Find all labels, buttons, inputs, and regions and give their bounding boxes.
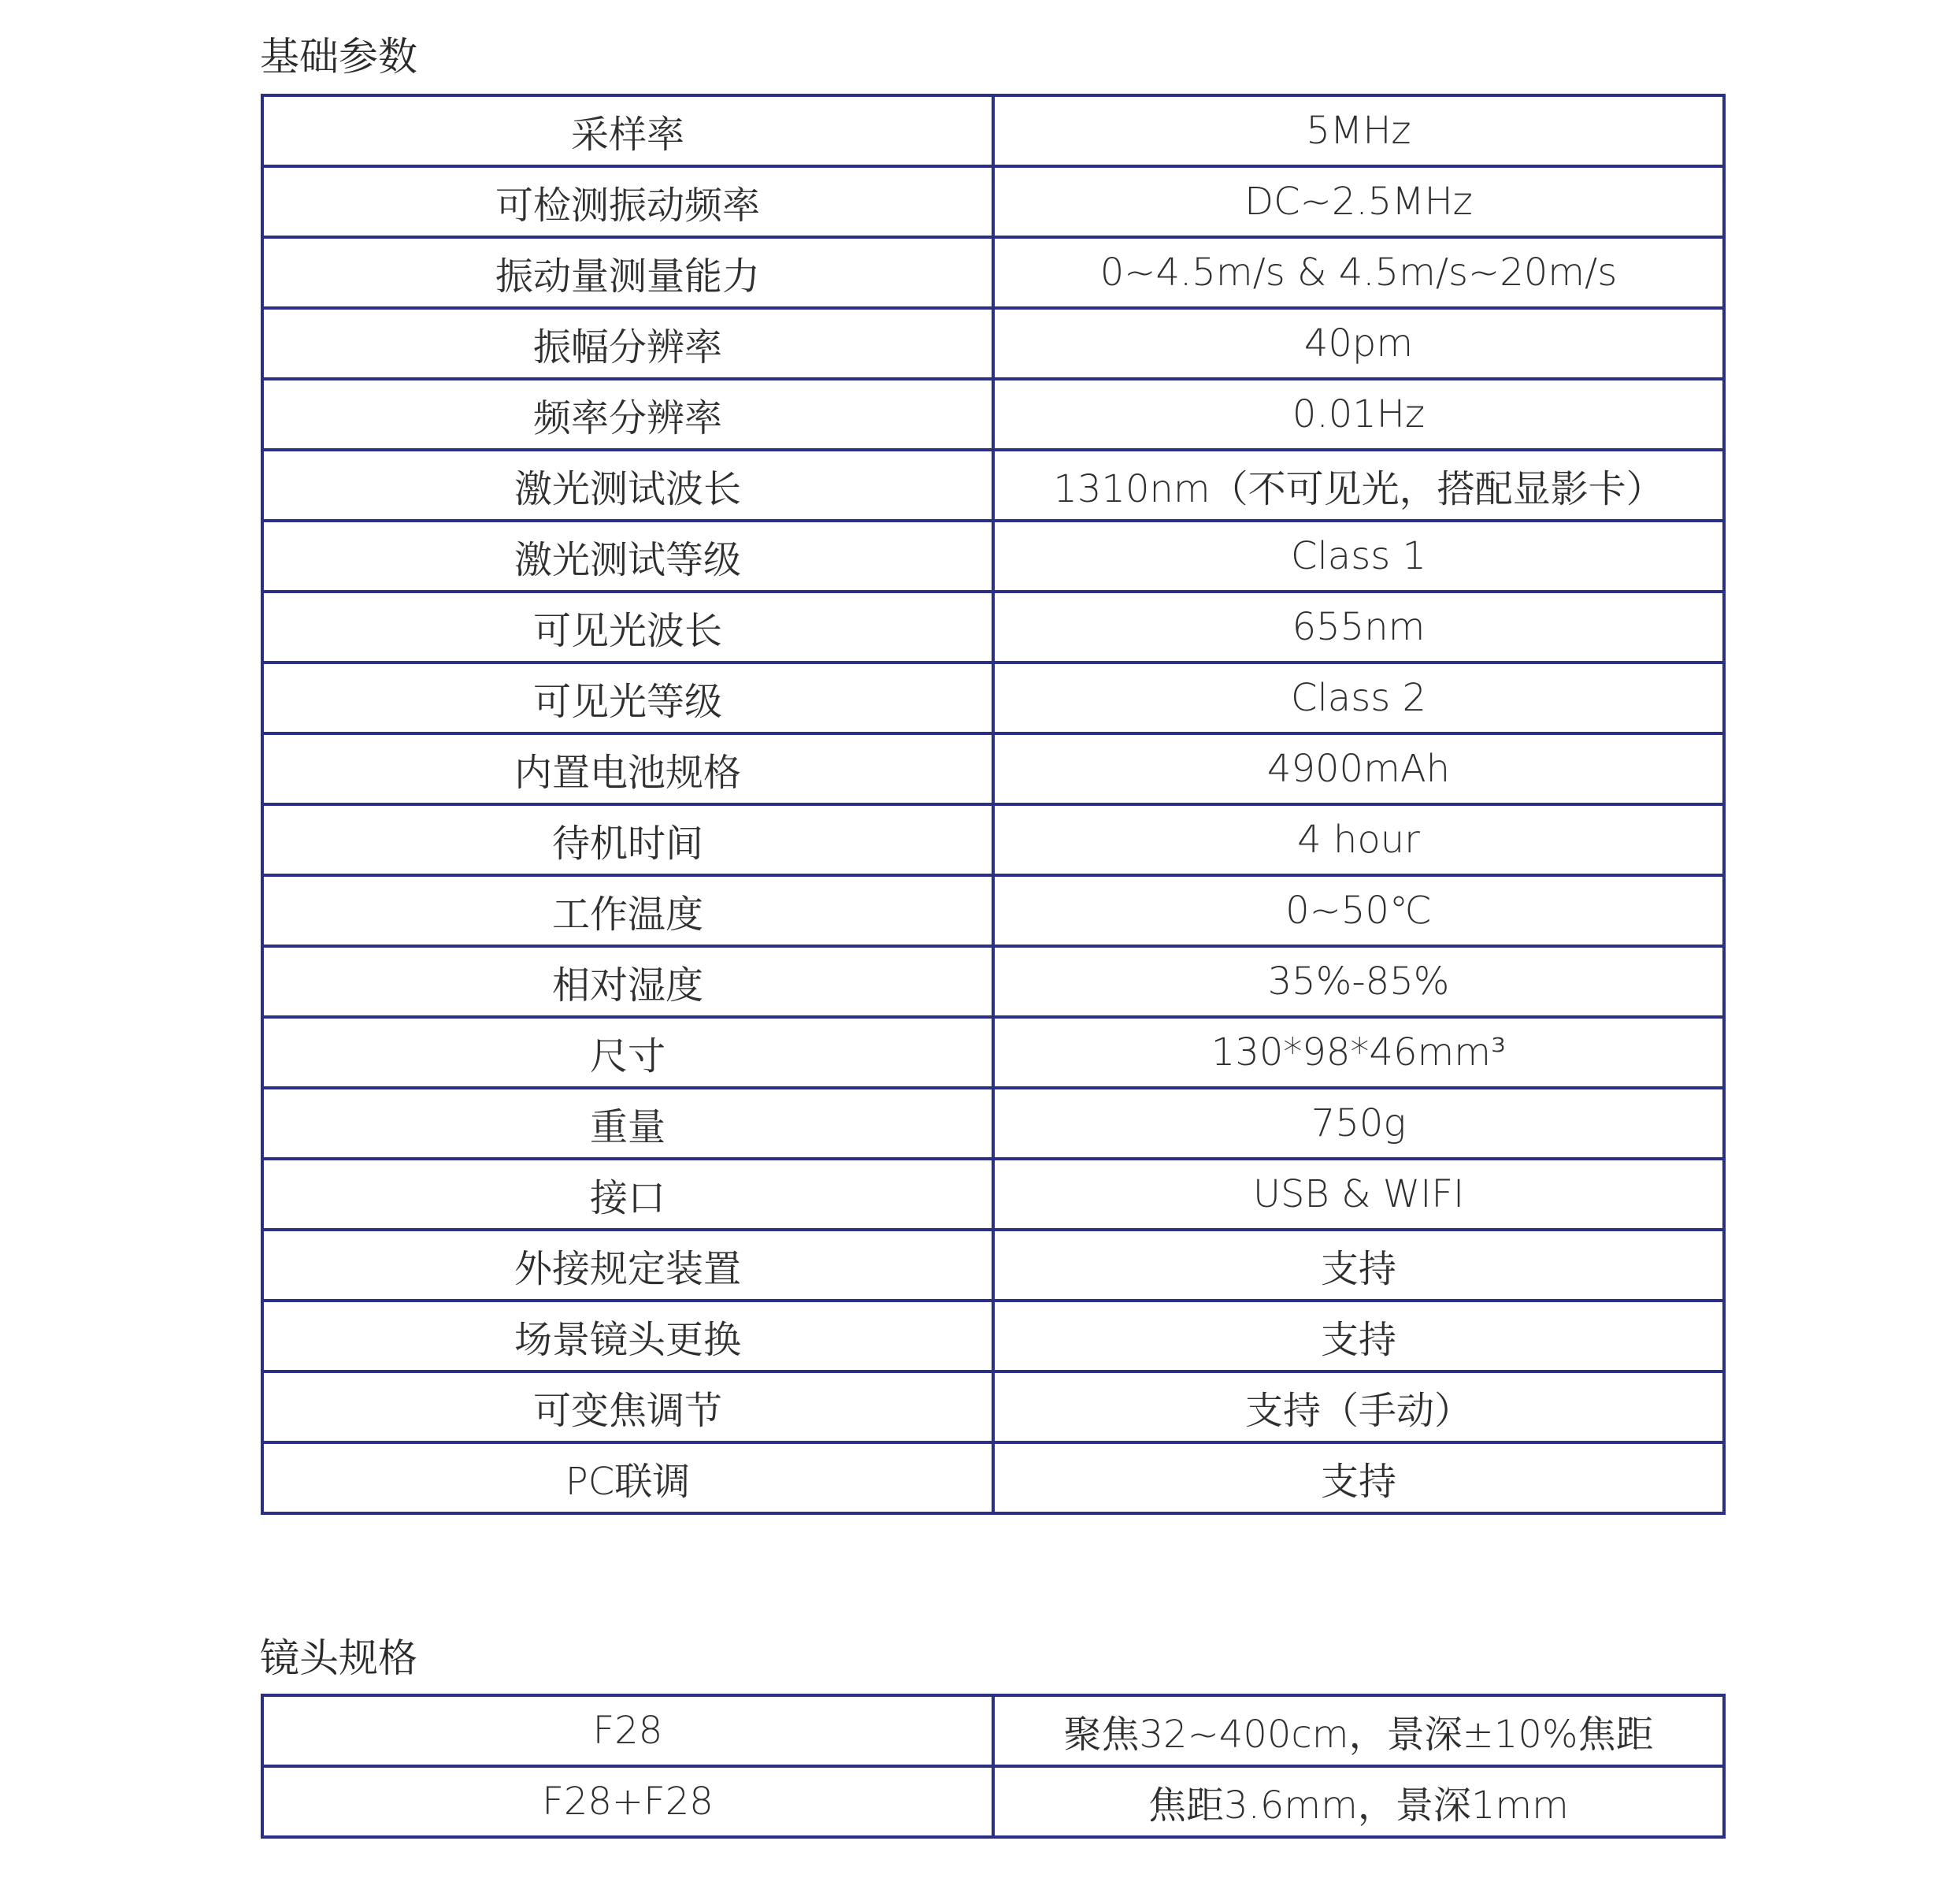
lens-value: 焦距3.6mm，景深1mm — [993, 1766, 1724, 1837]
param-label: 可变焦调节 — [262, 1371, 993, 1442]
param-label: 采样率 — [262, 95, 993, 166]
param-label: 激光测试等级 — [262, 521, 993, 592]
param-label: 振动量测量能力 — [262, 237, 993, 308]
param-value: Class 1 — [993, 521, 1724, 592]
param-label: 待机时间 — [262, 804, 993, 875]
param-value: 支持 — [993, 1301, 1724, 1371]
param-value: 4 hour — [993, 804, 1724, 875]
param-label: 可检测振动频率 — [262, 166, 993, 237]
param-label: 重量 — [262, 1088, 993, 1159]
param-value: USB & WIFI — [993, 1159, 1724, 1230]
param-value: DC~2.5MHz — [993, 166, 1724, 237]
param-value: 5MHz — [993, 95, 1724, 166]
param-value: 4900mAh — [993, 733, 1724, 804]
table-row — [262, 1766, 1724, 1837]
param-label: 振幅分辨率 — [262, 308, 993, 379]
param-label: 可见光等级 — [262, 663, 993, 733]
table-row — [262, 1088, 1724, 1159]
param-label: 尺寸 — [262, 1017, 993, 1088]
param-label: 外接规定装置 — [262, 1230, 993, 1301]
table-row — [262, 733, 1724, 804]
param-value: 0~4.5m/s & 4.5m/s~20m/s — [993, 237, 1724, 308]
section-title-basic: 基础参数 — [260, 34, 417, 80]
table-row — [262, 379, 1724, 450]
lens-specs-table — [261, 1694, 1726, 1839]
table-row — [262, 804, 1724, 875]
table-row — [262, 237, 1724, 308]
table-row — [262, 450, 1724, 521]
param-value: Class 2 — [993, 663, 1724, 733]
table-row — [262, 95, 1724, 166]
param-value: 750g — [993, 1088, 1724, 1159]
table-row — [262, 1371, 1724, 1442]
table-row — [262, 166, 1724, 237]
param-label: PC联调 — [262, 1442, 993, 1513]
param-value: 0~50℃ — [993, 875, 1724, 946]
section-title-lens: 镜头规格 — [260, 1635, 417, 1681]
param-label: 频率分辨率 — [262, 379, 993, 450]
table-row — [262, 1695, 1724, 1766]
param-value: 支持（手动） — [993, 1371, 1724, 1442]
param-value: 40pm — [993, 308, 1724, 379]
param-value: 655nm — [993, 592, 1724, 663]
param-label: 激光测试波长 — [262, 450, 993, 521]
param-label: 场景镜头更换 — [262, 1301, 993, 1371]
param-label: 接口 — [262, 1159, 993, 1230]
table-row — [262, 663, 1724, 733]
param-value: 130*98*46mm³ — [993, 1017, 1724, 1088]
table-row — [262, 521, 1724, 592]
table-row — [262, 1159, 1724, 1230]
param-label: 工作温度 — [262, 875, 993, 946]
table-row — [262, 308, 1724, 379]
lens-value: 聚焦32~400cm，景深±10%焦距 — [993, 1695, 1724, 1766]
param-value: 支持 — [993, 1442, 1724, 1513]
param-value: 0.01Hz — [993, 379, 1724, 450]
param-label: 可见光波长 — [262, 592, 993, 663]
lens-label: F28 — [262, 1695, 993, 1766]
param-value: 1310nm（不可见光，搭配显影卡） — [993, 450, 1724, 521]
table-row — [262, 592, 1724, 663]
table-row — [262, 1301, 1724, 1371]
lens-label: F28+F28 — [262, 1766, 993, 1837]
table-row — [262, 875, 1724, 946]
param-label: 内置电池规格 — [262, 733, 993, 804]
basic-params-table — [261, 94, 1726, 1515]
table-row — [262, 1230, 1724, 1301]
table-row — [262, 1017, 1724, 1088]
param-value: 支持 — [993, 1230, 1724, 1301]
param-value: 35%-85% — [993, 946, 1724, 1017]
table-row — [262, 946, 1724, 1017]
param-label: 相对湿度 — [262, 946, 993, 1017]
table-row — [262, 1442, 1724, 1513]
